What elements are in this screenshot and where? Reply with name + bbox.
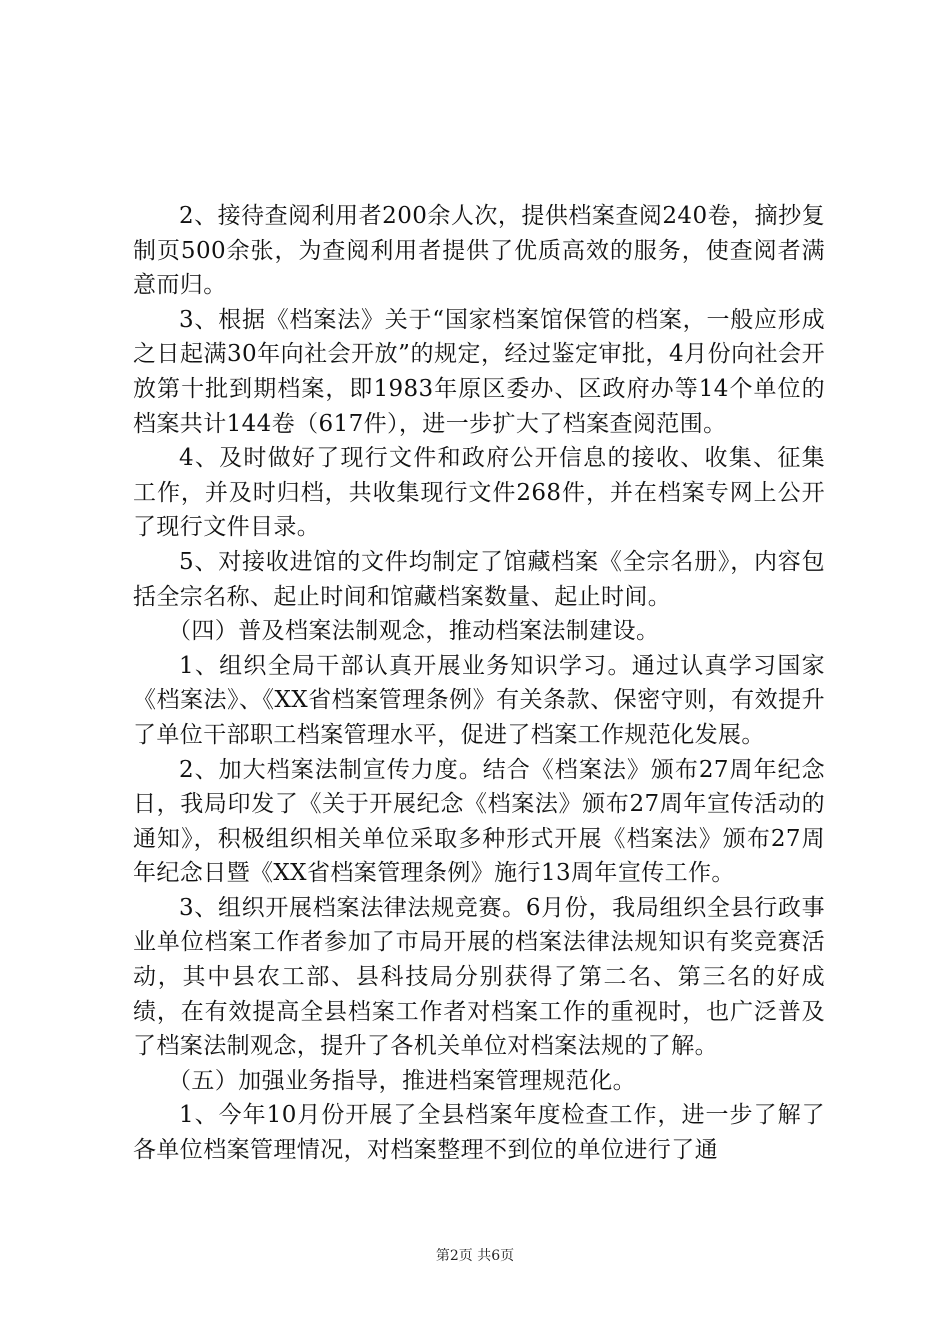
document-body — [133, 199, 825, 1168]
paragraph-archive-opening: 3、根据《档案法》关于“国家档案馆保管的档案，一般应形成之日起满30年向社会开放”的规定，经过鉴定审批，4月份向社会开放第十批到期档案，即1983年原区委办、区政府办等14个单位的档案共计144卷（617件），进一步扩大了档案查阅范围。 — [133, 306, 825, 437]
section-heading-guidance: （五）加强业务指导，推进档案管理规范化。 — [168, 1067, 636, 1094]
paragraph-staff-training: 1、组织全局干部认真开展业务知识学习。通过认真学习国家《档案法》、《XX省档案管理条例》有关条款、保密守则，有效提升了单位干部职工档案管理水平，促进了档案工作规范化发展。 — [133, 652, 825, 748]
page-footer: 第2页 共6页 — [435, 1248, 515, 1264]
section-heading-legal-awareness: （四）普及档案法制观念，推动档案法制建设。 — [168, 618, 660, 645]
paragraph-annual-inspection: 1、今年10月份开展了全县档案年度检查工作，进一步了解了各单位档案管理情况，对档案整理不到位的单位进行了通 — [133, 1102, 825, 1164]
paragraph-fonds-register: 5、对接收进馆的文件均制定了馆藏档案《全宗名册》，内容包括全宗名称、起止时间和馆藏档案数量、起止时间。 — [133, 548, 825, 610]
paragraph-reception-stats: 2、接待查阅利用者200余人次，提供档案查阅240卷，摘抄复制页500余张，为查阅利用者提供了优质高效的服务，使查阅者满意而归。 — [133, 203, 825, 299]
paragraph-current-documents: 4、及时做好了现行文件和政府公开信息的接收、收集、征集工作，并及时归档，共收集现行文件268件，并在档案专网上公开了现行文件目录。 — [133, 445, 825, 541]
paragraph-competition: 3、组织开展档案法律法规竞赛。6月份，我局组织全县行政事业单位档案工作者参加了市局开展的档案法律法规知识有奖竞赛活动，其中县农工部、县科技局分别获得了第二名、第三名的好成绩，在有效提高全县档案工作者对档案工作的重视时，也广泛普及了档案法制观念，提升了各机关单位对档案法规的了解。 — [133, 894, 825, 1060]
paragraph-publicity: 2、加大档案法制宣传力度。结合《档案法》颁布27周年纪念日，我局印发了《关于开展纪念《档案法》颁布27周年宣传活动的通知》，积极组织相关单位采取多种形式开展《档案法》颁布27周年纪念日暨《XX省档案管理条例》施行13周年宣传工作。 — [133, 756, 825, 887]
